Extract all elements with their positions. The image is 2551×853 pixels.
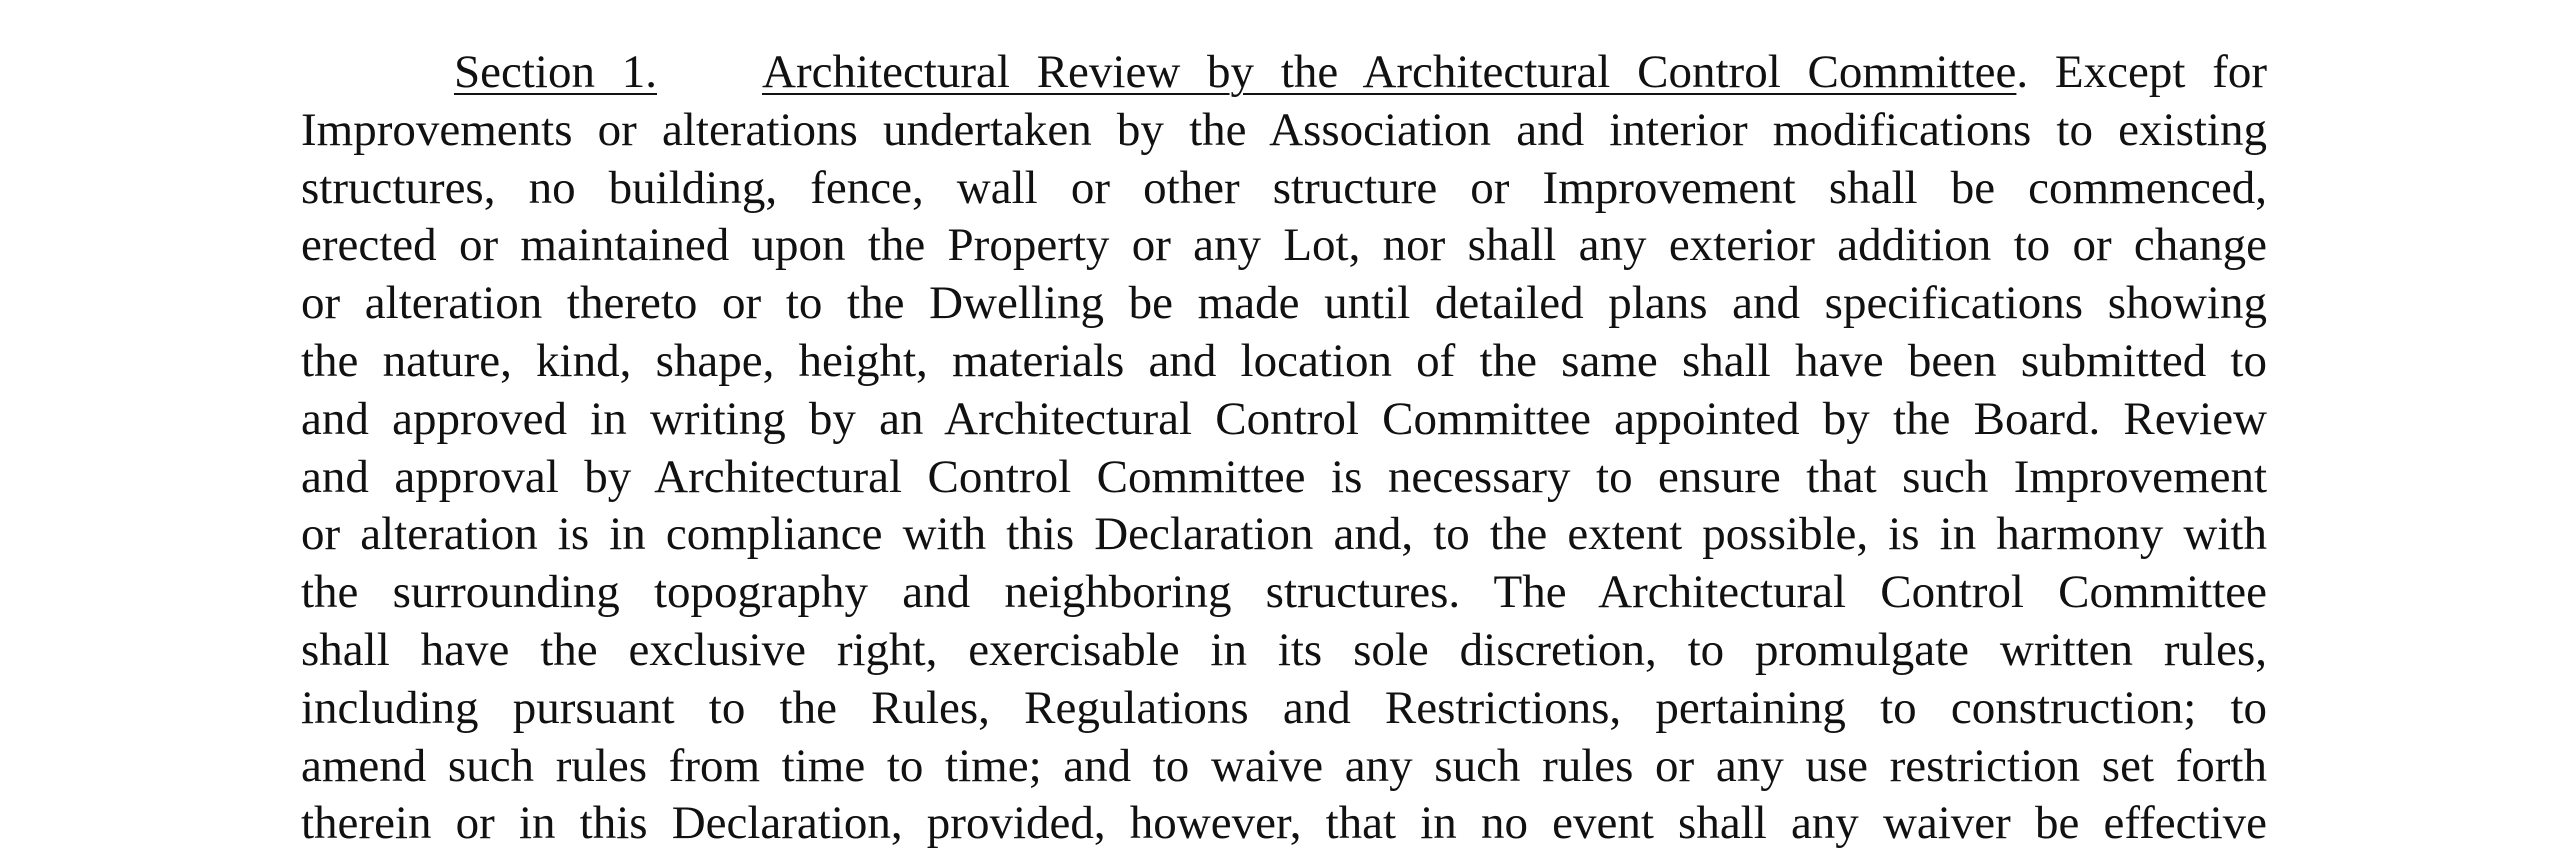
section-number: Section 1. [454, 46, 658, 98]
paragraph-line: including pursuant to the Rules, Regulations and Restrictions, pertaining to construction; to [301, 681, 2267, 734]
paragraph-line: shall have the exclusive right, exercisable in its sole discretion, to promulgate written rules, [301, 623, 2267, 676]
paragraph-line: structures, no building, fence, wall or other structure or Improvement shall be commenced, [301, 161, 2267, 214]
paragraph-line: the nature, kind, shape, height, materials and location of the same shall have been submitted to [301, 334, 2267, 387]
paragraph-line: and approved in writing by an Architectural Control Committee appointed by the Board. Review [301, 392, 2267, 445]
paragraph-line: Improvements or alterations undertaken by the Association and interior modifications to existing [301, 103, 2267, 156]
section-1-paragraph [301, 44, 2267, 853]
paragraph-line: erected or maintained upon the Property or any Lot, nor shall any exterior addition to or change [301, 219, 2267, 272]
paragraph-line: or alteration is in compliance with this Declaration and, to the extent possible, is in harmony with [301, 508, 2267, 561]
paragraph-line-partial: therein or in this Declaration, provided, however, that in no event shall any waiver be effective [301, 797, 2267, 850]
paragraph-line: amend such rules from time to time; and to waive any such rules or any use restriction set forth [301, 739, 2267, 792]
paragraph-line: the surrounding topography and neighboring structures. The Architectural Control Committee [301, 566, 2267, 619]
section-title: Architectural Review by the Architectural Control Committee [762, 46, 2017, 98]
section-heading [454, 46, 2016, 98]
section-title-end: . Except for [2016, 46, 2268, 98]
paragraph-line: and approval by Architectural Control Committee is necessary to ensure that such Improvement [301, 450, 2267, 503]
paragraph-line: or alteration thereto or to the Dwelling be made until detailed plans and specifications showing [301, 277, 2267, 330]
paragraph-first-line [301, 44, 2267, 102]
